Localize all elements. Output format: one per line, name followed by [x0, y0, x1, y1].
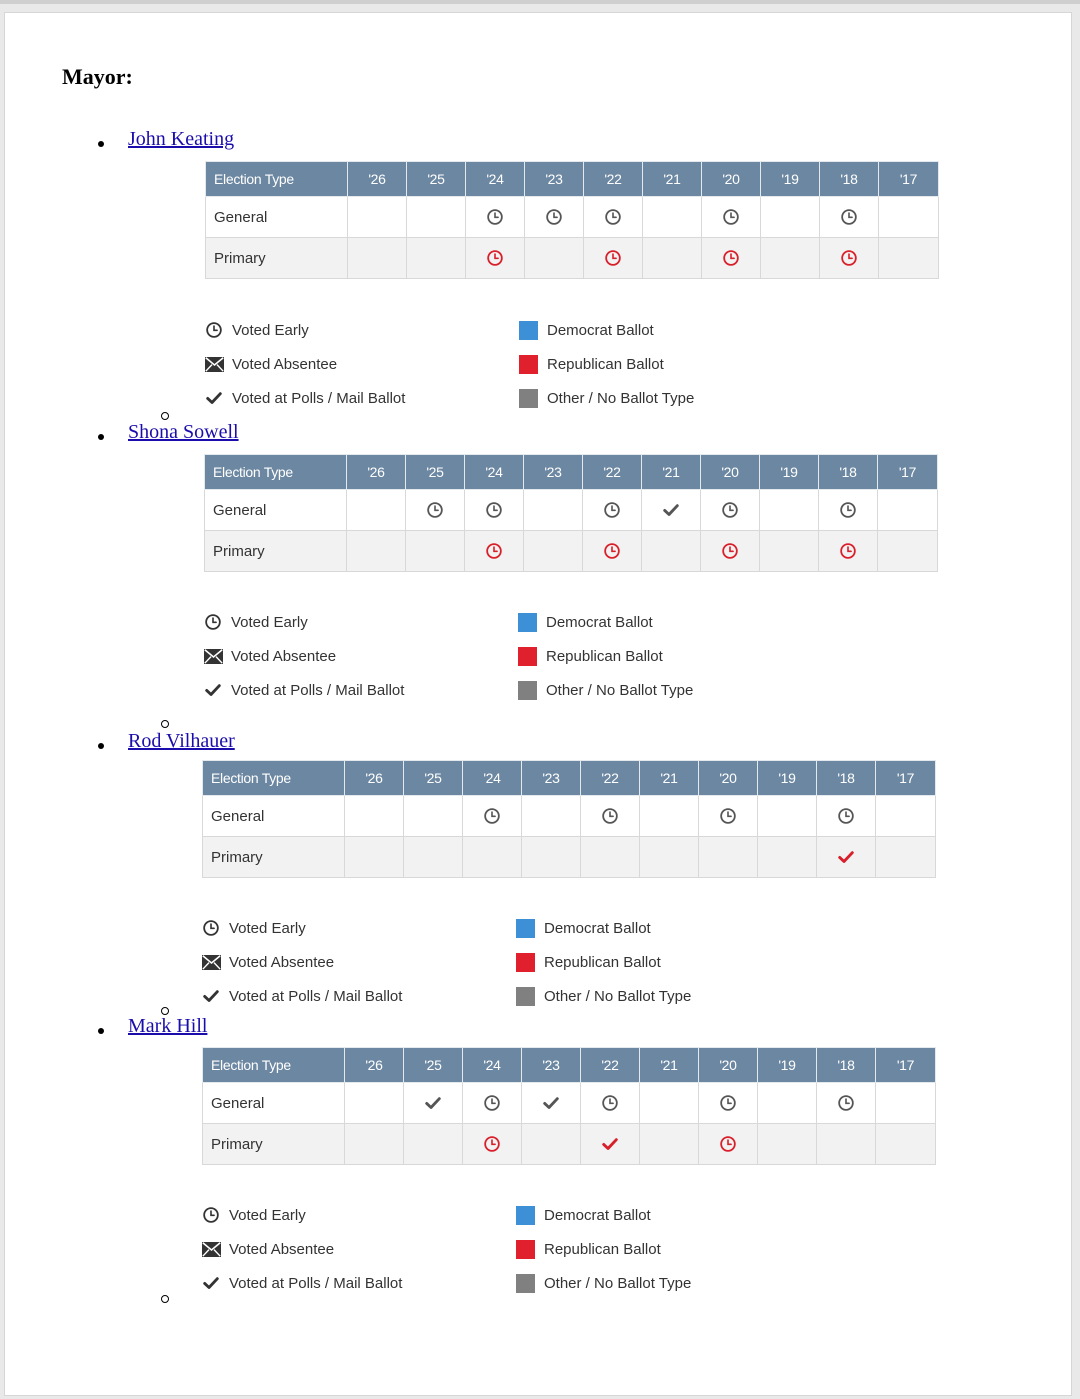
column-header-year: '17: [876, 761, 936, 796]
table-cell: [404, 796, 463, 837]
table-cell: [584, 197, 643, 238]
voting-history-table: [205, 161, 939, 279]
table-cell: [758, 1124, 817, 1165]
legend-label: Other / No Ballot Type: [546, 681, 694, 699]
table-cell: [522, 1083, 581, 1124]
column-header-year: '23: [524, 455, 583, 490]
legend-label: Voted at Polls / Mail Ballot: [232, 389, 406, 407]
table-cell: [643, 197, 702, 238]
table-cell: [525, 238, 584, 279]
list-bullet: [98, 1028, 104, 1034]
voted-early-icon: [545, 208, 563, 224]
table-cell: [345, 796, 404, 837]
column-header-year: '20: [701, 455, 760, 490]
table-cell: [583, 490, 642, 531]
column-header-year: '19: [758, 761, 817, 796]
voted-early-icon: [603, 542, 621, 558]
voted-early-icon: [604, 249, 622, 265]
column-header-year: '26: [348, 162, 407, 197]
voted-early-icon: [722, 208, 740, 224]
column-header-year: '24: [463, 761, 522, 796]
legend-item-democrat: [518, 612, 653, 632]
color-swatch: [516, 1206, 535, 1225]
legend-label: Other / No Ballot Type: [544, 1274, 692, 1292]
legend-item-republican: [519, 354, 664, 374]
voting-history-table: [202, 1047, 936, 1165]
table-cell: [699, 837, 758, 878]
table-cell: [876, 796, 936, 837]
column-header-year: '25: [404, 1048, 463, 1083]
table-cell: [347, 531, 406, 572]
color-swatch: [518, 647, 537, 666]
legend-label: Republican Ballot: [546, 647, 663, 665]
voted-early-icon: [719, 807, 737, 823]
table-cell: [465, 531, 524, 572]
row-label: Primary: [206, 238, 348, 279]
column-header-year: '17: [879, 162, 939, 197]
list-bullet: [98, 141, 104, 147]
column-header-year: '17: [878, 455, 938, 490]
table-row: [206, 197, 939, 238]
table-cell: [406, 490, 465, 531]
table-cell: [761, 238, 820, 279]
voted-early-icon: [201, 1206, 221, 1224]
column-header-year: '26: [347, 455, 406, 490]
table-cell: [524, 531, 583, 572]
voted-polls-check-icon: [424, 1094, 442, 1110]
color-swatch: [516, 987, 535, 1006]
column-header-year: '21: [640, 1048, 699, 1083]
legend-label: Voted Early: [229, 919, 306, 937]
table-cell: [819, 490, 878, 531]
checkmark-icon: [201, 1274, 221, 1292]
legend-label: Voted Absentee: [231, 647, 337, 665]
list-bullet: [98, 434, 104, 440]
table-cell: [404, 1083, 463, 1124]
table-cell: [404, 1124, 463, 1165]
column-header-year: '18: [820, 162, 879, 197]
column-header-year: '19: [761, 162, 820, 197]
legend-item-other: [518, 680, 693, 700]
column-header-year: '17: [876, 1048, 936, 1083]
table-cell: [581, 837, 640, 878]
voted-early-icon: [485, 501, 503, 517]
color-swatch: [516, 953, 535, 972]
column-header-year: '18: [819, 455, 878, 490]
table-cell: [876, 1124, 936, 1165]
table-cell: [581, 1083, 640, 1124]
column-header-year: '23: [522, 761, 581, 796]
legend-item-republican: [516, 1239, 661, 1259]
table-cell: [640, 1083, 699, 1124]
voted-early-icon: [601, 1094, 619, 1110]
table-cell: [879, 197, 939, 238]
table-row: [205, 531, 938, 572]
table-cell: [640, 837, 699, 878]
table-cell: [345, 1083, 404, 1124]
voted-early-icon: [837, 1094, 855, 1110]
voted-early-icon: [601, 807, 619, 823]
voted-polls-check-icon: [837, 848, 855, 864]
column-header-year: '23: [522, 1048, 581, 1083]
column-header-year: '26: [345, 761, 404, 796]
table-cell: [584, 238, 643, 279]
voting-history-table: [204, 454, 938, 572]
table-cell: [878, 531, 938, 572]
table-cell: [879, 238, 939, 279]
table-cell: [699, 1083, 758, 1124]
table-cell: [404, 837, 463, 878]
table-cell: [465, 490, 524, 531]
legend-label: Voted Absentee: [229, 953, 335, 971]
table-cell: [758, 1083, 817, 1124]
legend-item-early: [201, 918, 306, 938]
sublist-bullet: [161, 1295, 169, 1303]
row-label: General: [203, 796, 345, 837]
column-header-year: '18: [817, 1048, 876, 1083]
table-cell: [819, 531, 878, 572]
window-top-edge: [0, 0, 1080, 4]
table-cell: [406, 531, 465, 572]
row-label: General: [206, 197, 348, 238]
table-cell: [347, 490, 406, 531]
legend-label: Other / No Ballot Type: [547, 389, 695, 407]
legend-label: Democrat Ballot: [544, 1206, 651, 1224]
column-header-year: '22: [581, 761, 640, 796]
table-row: [206, 238, 939, 279]
table-cell: [760, 490, 819, 531]
table-cell: [701, 531, 760, 572]
column-header-election-type: Election Type: [205, 455, 347, 490]
table-cell: [702, 197, 761, 238]
voted-early-icon: [201, 919, 221, 937]
voted-early-icon: [840, 249, 858, 265]
legend-label: Voted Absentee: [229, 1240, 335, 1258]
legend-label: Voted Early: [229, 1206, 306, 1224]
table-row: [203, 1124, 936, 1165]
legend-item-democrat: [516, 918, 651, 938]
legend: [204, 320, 764, 422]
legend-item-polls: [201, 1273, 402, 1293]
row-label: General: [203, 1083, 345, 1124]
legend-label: Democrat Ballot: [547, 321, 654, 339]
table-cell: [758, 796, 817, 837]
column-header-year: '22: [583, 455, 642, 490]
legend-label: Democrat Ballot: [544, 919, 651, 937]
column-header-year: '24: [463, 1048, 522, 1083]
column-header-election-type: Election Type: [203, 761, 345, 796]
checkmark-icon: [203, 681, 223, 699]
voted-polls-check-icon: [601, 1135, 619, 1151]
table-cell: [466, 197, 525, 238]
column-header-election-type: Election Type: [206, 162, 348, 197]
column-header-year: '19: [760, 455, 819, 490]
envelope-icon: [204, 355, 224, 373]
legend-label: Democrat Ballot: [546, 613, 653, 631]
table-cell: [817, 1083, 876, 1124]
color-swatch: [516, 919, 535, 938]
legend-item-democrat: [519, 320, 654, 340]
voted-early-icon: [839, 501, 857, 517]
table-cell: [463, 837, 522, 878]
voted-early-icon: [485, 542, 503, 558]
table-row: [203, 796, 936, 837]
column-header-year: '25: [406, 455, 465, 490]
voted-early-icon: [603, 501, 621, 517]
legend-item-other: [516, 986, 691, 1006]
legend-label: Voted Absentee: [232, 355, 338, 373]
table-cell: [640, 1124, 699, 1165]
color-swatch: [519, 389, 538, 408]
voted-early-icon: [719, 1135, 737, 1151]
legend-label: Voted at Polls / Mail Ballot: [229, 1274, 403, 1292]
table-cell: [522, 1124, 581, 1165]
candidate-link[interactable]: John Keating: [128, 128, 235, 150]
legend-label: Republican Ballot: [544, 953, 661, 971]
table-cell: [701, 490, 760, 531]
table-cell: [817, 1124, 876, 1165]
table-cell: [463, 1124, 522, 1165]
checkmark-icon: [204, 389, 224, 407]
voted-early-icon: [719, 1094, 737, 1110]
table-cell: [642, 531, 701, 572]
table-cell: [522, 837, 581, 878]
voted-early-icon: [203, 613, 223, 631]
column-header-year: '24: [465, 455, 524, 490]
legend-item-absentee: [204, 354, 337, 374]
table-cell: [463, 796, 522, 837]
color-swatch: [519, 355, 538, 374]
table-cell: [820, 238, 879, 279]
envelope-icon: [203, 647, 223, 665]
sublist-bullet: [161, 412, 169, 420]
legend-item-republican: [516, 952, 661, 972]
column-header-election-type: Election Type: [203, 1048, 345, 1083]
column-header-year: '24: [466, 162, 525, 197]
table-cell: [820, 197, 879, 238]
column-header-year: '22: [581, 1048, 640, 1083]
legend-item-early: [201, 1205, 306, 1225]
table-cell: [817, 837, 876, 878]
list-bullet: [98, 743, 104, 749]
voted-early-icon: [722, 249, 740, 265]
table-cell: [878, 490, 938, 531]
table-cell: [817, 796, 876, 837]
column-header-year: '20: [699, 1048, 758, 1083]
voted-polls-check-icon: [662, 501, 680, 517]
table-cell: [348, 238, 407, 279]
legend-item-republican: [518, 646, 663, 666]
legend-label: Voted at Polls / Mail Ballot: [229, 987, 403, 1005]
column-header-year: '22: [584, 162, 643, 197]
legend-label: Voted Early: [232, 321, 309, 339]
legend-label: Republican Ballot: [544, 1240, 661, 1258]
voting-history-table: [202, 760, 936, 878]
color-swatch: [518, 613, 537, 632]
table-cell: [643, 238, 702, 279]
table-cell: [463, 1083, 522, 1124]
candidate-link[interactable]: Rod Vilhauer: [128, 730, 235, 752]
column-header-year: '21: [642, 455, 701, 490]
voted-early-icon: [721, 501, 739, 517]
column-header-year: '18: [817, 761, 876, 796]
legend: [201, 1205, 761, 1307]
column-header-year: '21: [643, 162, 702, 197]
row-label: Primary: [203, 837, 345, 878]
column-header-year: '25: [404, 761, 463, 796]
table-cell: [525, 197, 584, 238]
table-cell: [761, 197, 820, 238]
checkmark-icon: [201, 987, 221, 1005]
legend-label: Voted at Polls / Mail Ballot: [231, 681, 405, 699]
voted-early-icon: [483, 1135, 501, 1151]
color-swatch: [516, 1240, 535, 1259]
table-cell: [758, 837, 817, 878]
legend-item-absentee: [203, 646, 336, 666]
voted-early-icon: [483, 807, 501, 823]
table-cell: [407, 197, 466, 238]
legend-label: Republican Ballot: [547, 355, 664, 373]
table-cell: [524, 490, 583, 531]
voted-early-icon: [840, 208, 858, 224]
table-cell: [581, 1124, 640, 1165]
color-swatch: [516, 1274, 535, 1293]
candidate-link[interactable]: Mark Hill: [128, 1015, 208, 1037]
table-cell: [345, 1124, 404, 1165]
table-cell: [642, 490, 701, 531]
table-cell: [466, 238, 525, 279]
voted-polls-check-icon: [542, 1094, 560, 1110]
sublist-bullet: [161, 1007, 169, 1015]
voted-early-icon: [204, 321, 224, 339]
legend-item-absentee: [201, 952, 334, 972]
column-header-year: '20: [702, 162, 761, 197]
legend: [201, 918, 761, 1020]
column-header-year: '23: [525, 162, 584, 197]
column-header-year: '25: [407, 162, 466, 197]
table-row: [203, 837, 936, 878]
sublist-bullet: [161, 720, 169, 728]
legend-item-democrat: [516, 1205, 651, 1225]
column-header-year: '20: [699, 761, 758, 796]
table-row: [205, 490, 938, 531]
column-header-year: '21: [640, 761, 699, 796]
legend-item-polls: [203, 680, 404, 700]
voted-early-icon: [486, 208, 504, 224]
row-label: Primary: [205, 531, 347, 572]
envelope-icon: [201, 953, 221, 971]
legend-item-polls: [201, 986, 402, 1006]
voted-early-icon: [837, 807, 855, 823]
color-swatch: [519, 321, 538, 340]
table-cell: [699, 1124, 758, 1165]
row-label: Primary: [203, 1124, 345, 1165]
table-cell: [581, 796, 640, 837]
legend-item-early: [203, 612, 308, 632]
table-cell: [702, 238, 761, 279]
column-header-year: '19: [758, 1048, 817, 1083]
row-label: General: [205, 490, 347, 531]
voted-early-icon: [721, 542, 739, 558]
table-cell: [876, 1083, 936, 1124]
candidate-link[interactable]: Shona Sowell: [128, 421, 239, 443]
table-cell: [522, 796, 581, 837]
table-cell: [640, 796, 699, 837]
legend-item-other: [516, 1273, 691, 1293]
legend: [203, 612, 763, 714]
column-header-year: '26: [345, 1048, 404, 1083]
legend-item-other: [519, 388, 694, 408]
color-swatch: [518, 681, 537, 700]
voted-early-icon: [839, 542, 857, 558]
envelope-icon: [201, 1240, 221, 1258]
table-cell: [876, 837, 936, 878]
voted-early-icon: [486, 249, 504, 265]
table-cell: [345, 837, 404, 878]
table-cell: [583, 531, 642, 572]
page-title: Mayor:: [62, 64, 133, 89]
voted-early-icon: [604, 208, 622, 224]
legend-item-polls: [204, 388, 405, 408]
table-cell: [348, 197, 407, 238]
legend-item-absentee: [201, 1239, 334, 1259]
legend-item-early: [204, 320, 309, 340]
voted-early-icon: [426, 501, 444, 517]
table-cell: [407, 238, 466, 279]
legend-label: Voted Early: [231, 613, 308, 631]
table-row: [203, 1083, 936, 1124]
table-cell: [699, 796, 758, 837]
table-cell: [760, 531, 819, 572]
legend-label: Other / No Ballot Type: [544, 987, 692, 1005]
voted-early-icon: [483, 1094, 501, 1110]
